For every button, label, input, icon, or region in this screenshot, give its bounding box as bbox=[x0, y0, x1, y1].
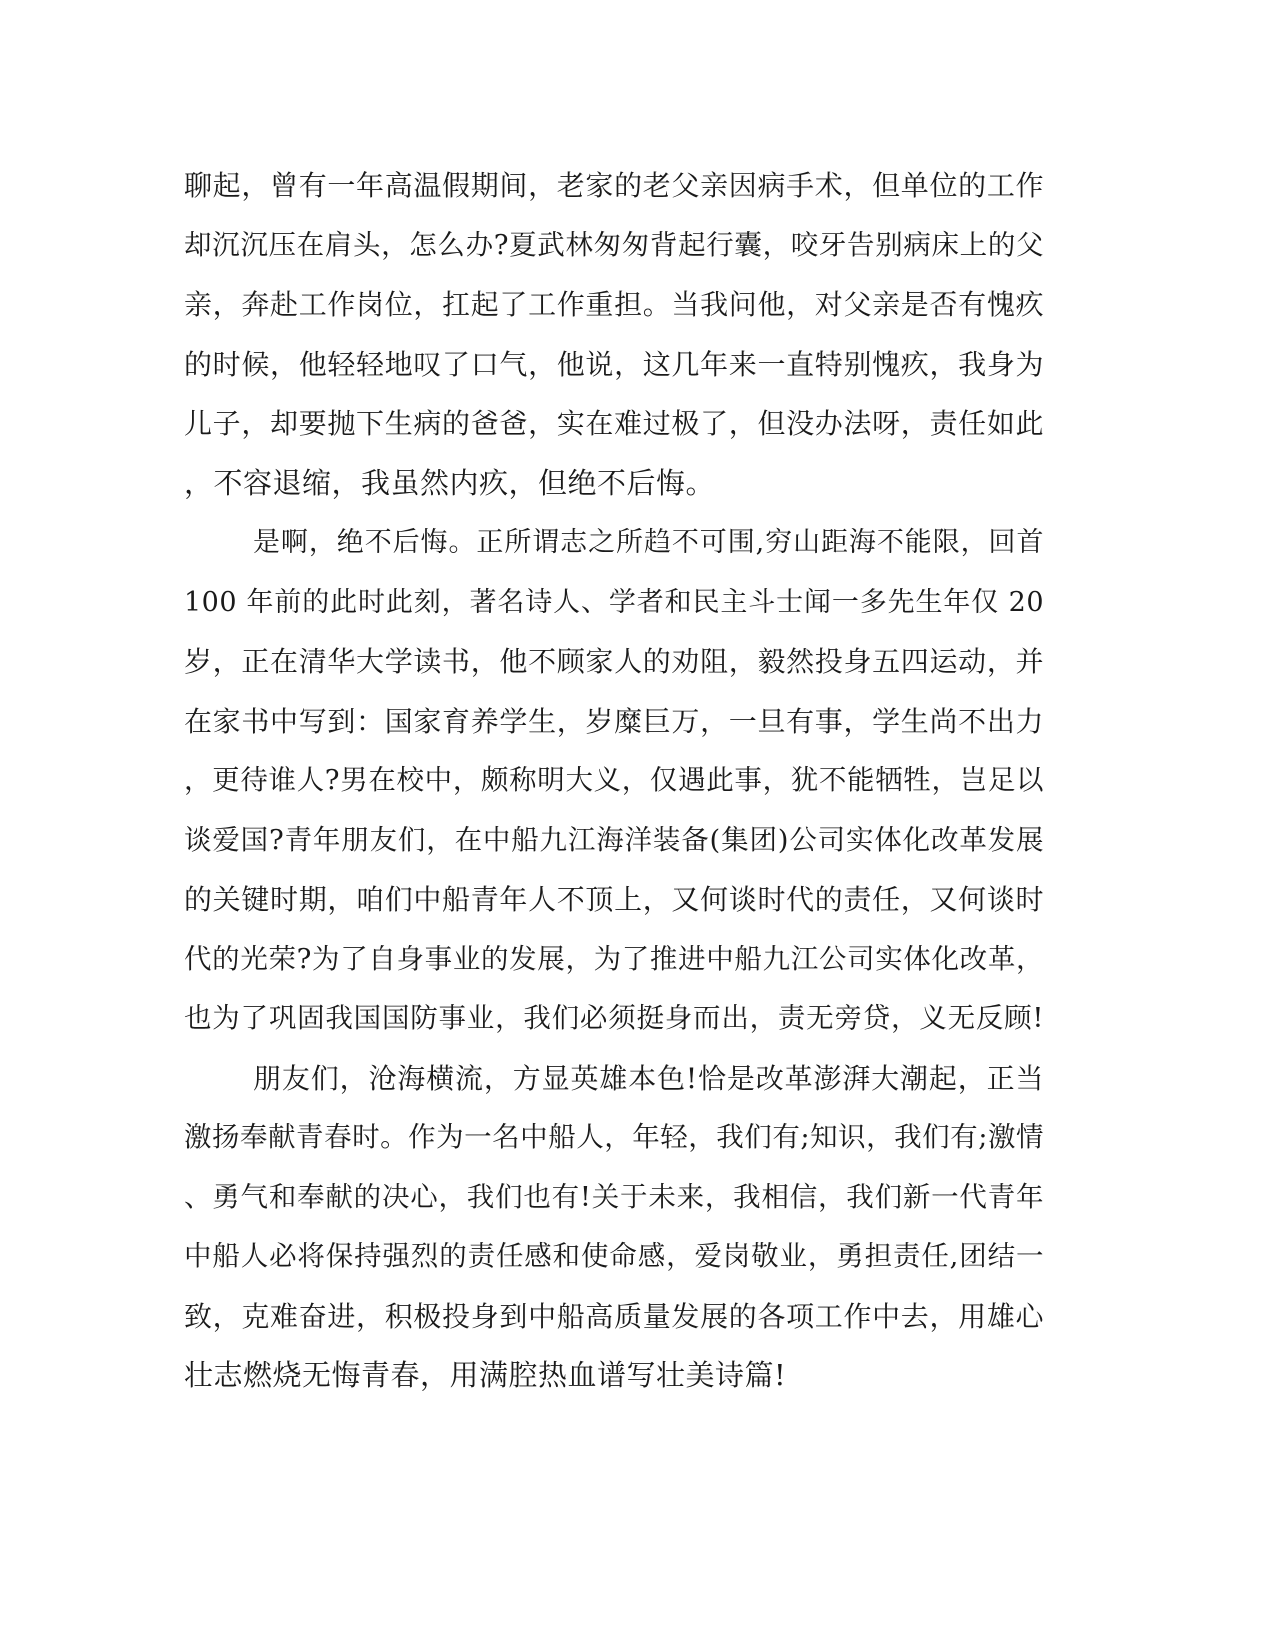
text-line: 朋友们，沧海横流，方显英雄本色!恰是改革澎湃大潮起，正当 bbox=[253, 1061, 1044, 1095]
paragraph bbox=[184, 1049, 1044, 1406]
paragraph bbox=[184, 513, 1044, 1049]
text-line: 谈爱国?青年朋友们，在中船九江海洋装备(集团)公司实体化改革发展 bbox=[184, 823, 1044, 856]
text-line: 儿子，却要抛下生病的爸爸，实在难过极了，但没办法呀，责任如此 bbox=[184, 407, 1044, 440]
paragraph bbox=[184, 156, 1044, 513]
text-line: 也为了巩固我国国防事业，我们必须挺身而出，责无旁贷，义无反顾! bbox=[184, 1002, 1044, 1034]
text-line: 岁，正在清华大学读书，他不顾家人的劝阻，毅然投身五四运动，并 bbox=[184, 645, 1044, 678]
body-text bbox=[184, 156, 1044, 1406]
text-line: 却沉沉压在肩头，怎么办?夏武林匆匆背起行囊，咬牙告别病床上的父 bbox=[184, 228, 1044, 261]
text-line: 是啊，绝不后悔。正所谓志之所趋不可围,穷山距海不能限，回首 bbox=[253, 527, 1044, 558]
text-line: 、勇气和奉献的决心，我们也有!关于未来，我相信，我们新一代青年 bbox=[184, 1180, 1044, 1213]
text-line: 壮志燃烧无悔青春，用满腔热血谱写壮美诗篇! bbox=[184, 1358, 787, 1392]
text-line: 亲，奔赴工作岗位，扛起了工作重担。当我问他，对父亲是否有愧疚 bbox=[184, 288, 1044, 321]
text-line: 的关键时期，咱们中船青年人不顶上，又何谈时代的责任，又何谈时 bbox=[184, 883, 1044, 916]
text-line: ，更待谁人?男在校中，颇称明大义，仅遇此事，犹不能牺牲，岂足以 bbox=[184, 764, 1044, 796]
text-line: 激扬奉献青春时。作为一名中船人，年轻，我们有;知识，我们有;激情 bbox=[184, 1121, 1044, 1153]
text-line: 聊起，曾有一年高温假期间，老家的老父亲因病手术，但单位的工作 bbox=[184, 169, 1044, 202]
text-line: ，不容退缩，我虽然内疚，但绝不后悔。 bbox=[184, 465, 716, 500]
text-line: 致，克难奋进，积极投身到中船高质量发展的各项工作中去，用雄心 bbox=[184, 1299, 1044, 1333]
text-line: 中船人必将保持强烈的责任感和使命感，爱岗敬业，勇担责任,团结一 bbox=[184, 1240, 1044, 1272]
text-line: 100 年前的此时此刻，著名诗人、学者和民主斗士闻一多先生年仅 20 bbox=[184, 586, 1044, 618]
text-line: 在家书中写到：国家育养学生，岁糜巨万，一旦有事，学生尚不出力 bbox=[184, 704, 1044, 738]
text-line: 代的光荣?为了自身事业的发展，为了推进中船九江公司实体化改革， bbox=[184, 942, 1044, 975]
text-line: 的时候，他轻轻地叹了口气，他说，这几年来一直特别愧疚，我身为 bbox=[184, 347, 1044, 381]
